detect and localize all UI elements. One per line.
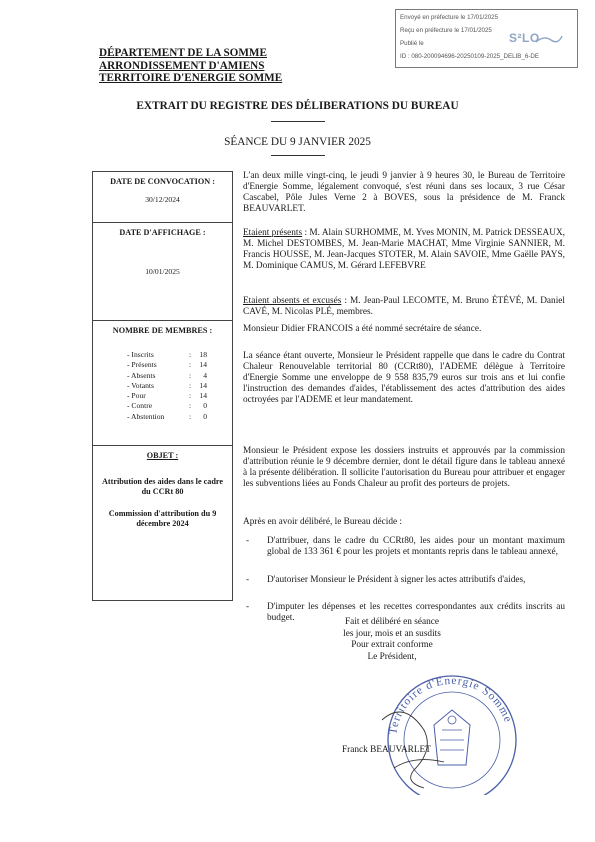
seance-divider <box>271 155 325 156</box>
decision-item: D'imputer les dépenses et les recettes correspondantes aux crédits inscrits au budget. <box>267 602 565 624</box>
objet-commission: Commission d'attribution du 9 décembre 2024 <box>108 509 217 528</box>
bullet-dash: - <box>246 536 250 546</box>
seal-text: Territoire d'Energie Somme <box>387 674 515 736</box>
convocation-label: DATE DE CONVOCATION : <box>110 177 215 186</box>
registre-title: EXTRAIT DU REGISTRE DES DÉLIBERATIONS DU BUREAU <box>136 100 459 112</box>
header-department: DÉPARTEMENT DE LA SOMME <box>99 47 267 59</box>
intro-paragraph: L'an deux mille vingt-cinq, le jeudi 9 janvier à 9 heures 30, le Bureau de Territoire d'Energie Somme, légalement convoqué, s'est réuni dans ses locaux, 3 rue César Cascabel, Pôle Jules Verne 2 à BOVES, sous la présidence de M. Franck BEAUVARLET. <box>243 171 565 215</box>
secretaire-paragraph: Monsieur Didier FRANCOIS a été nommé secrétaire de séance. <box>243 324 482 334</box>
objet-box <box>92 445 233 601</box>
closing-line: Fait et délibéré en séance <box>345 617 439 627</box>
official-seal-icon <box>374 670 532 795</box>
signer-name: Franck BEAUVARLET <box>342 745 431 755</box>
presents-paragraph: Etaient présents : M. Alain SURHOMME, M. Yves MONIN, M. Patrick DESSEAUX, M. Michel DESTOMBES, M. Jean-Marie MACHAT, Mme Virginie SANNIER, M. Francis HOUSSE, M. Jean-Jacques STOTER, M. Alain SAVOIE, Mme Gaëlle PAYS, M. Dominique CAMUS, M. Gérard LEFEBVRE <box>243 228 565 272</box>
closing-line: Le Président, <box>367 651 417 662</box>
objet-subject: Attribution des aides dans le cadre du CCRt 80 <box>101 477 224 496</box>
slo-logo: S²LO <box>509 31 540 45</box>
absents-paragraph: Etaient absents et excusés : M. Jean-Paul LECOMTE, M. Bruno ÉTÉVÉ, M. Daniel CAVÉ, M. Nicolas PLÉ, membres. <box>243 296 566 318</box>
closing-block <box>327 617 457 663</box>
membres-box <box>92 320 233 446</box>
stamp-id-line: ID : 080-200094696-20250109-2025_DELIB_6-DE <box>400 53 539 60</box>
membres-label: NOMBRE DE MEMBRES : <box>112 326 213 335</box>
affichage-date: 10/01/2025 <box>145 267 180 276</box>
decision-item: D'attribuer, dans le cadre du CCRt80, les aides pour un montant maximum global de 133 361 € pour les projets et montants repris dans le tableau annexé, <box>267 536 565 558</box>
stamp-published-line: Publié le <box>400 40 424 47</box>
slo-swoosh-icon <box>534 33 564 45</box>
decide-paragraph: Après en avoir délibéré, le Bureau décide : <box>243 517 403 527</box>
title-divider <box>271 121 325 122</box>
contexte-paragraph: La séance étant ouverte, Monsieur le Président rappelle que dans le cadre du Contrat Chaleur Renouvelable territorial 80 (CCRt80), l'ADEME délègue à Territoire d'Energie Somme une enveloppe de 9 558 835,79 euros sur trois ans et lui confie l'instruction des demandes d'aides, l'établissement des actes d'attribution des aides octroyées par l'ADEME et leur mandatement. <box>243 351 565 406</box>
stamp-sent-line: Envoyé en préfecture le 17/01/2025 <box>400 14 499 21</box>
closing-line: Pour extrait conforme <box>351 640 433 651</box>
closing-line: les jour, mois et an susdits <box>343 628 441 639</box>
convocation-date: 30/12/2024 <box>145 195 180 204</box>
decision-item: D'autoriser Monsieur le Président à signer les actes attributifs d'aides, <box>267 575 526 585</box>
bullet-dash: - <box>246 575 250 585</box>
convocation-box <box>92 171 233 223</box>
objet-label: OBJET : <box>146 451 179 460</box>
header-territoire: TERRITOIRE D'ENERGIE SOMME <box>99 72 283 85</box>
department-header <box>99 47 282 85</box>
bullet-dash: - <box>246 602 250 612</box>
stamp-received-line: Reçu en préfecture le 17/01/2025 <box>400 27 492 34</box>
expose-paragraph: Monsieur le Président expose les dossiers instruits et approuvés par la commission d'attribution réunie le 9 décembre dernier, dont le détail figure dans le tableau annexé à la présente délibération. Il sollicite l'autorisation du Bureau pour attribuer et engager les subventions liées au Fonds Chaleur au profit des porteurs de projets. <box>243 446 565 490</box>
seance-title: SÉANCE DU 9 JANVIER 2025 <box>224 136 371 148</box>
header-arrondissement: ARRONDISSEMENT D'AMIENS <box>99 59 265 72</box>
affichage-label: DATE D'AFFICHAGE : <box>119 228 206 237</box>
affichage-box <box>92 222 233 321</box>
